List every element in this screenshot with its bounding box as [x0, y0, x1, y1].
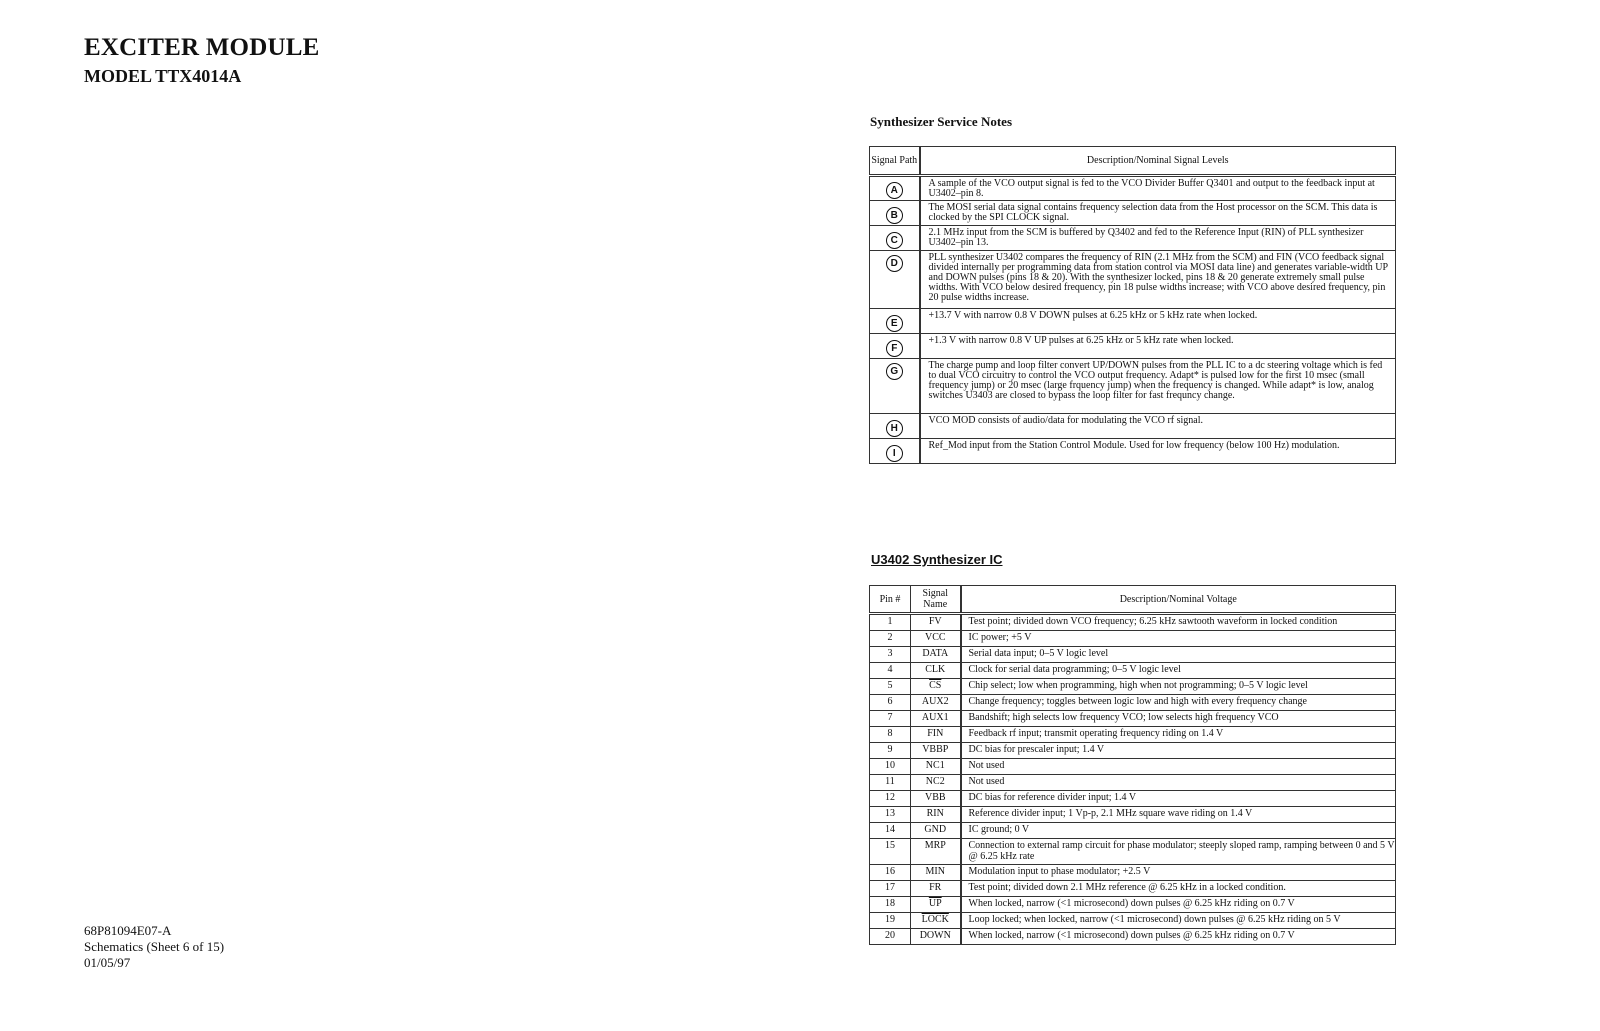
pin-description: DC bias for prescaler input; 1.4 V	[961, 743, 1396, 759]
table-row	[870, 743, 1396, 759]
signal-name: MRP	[911, 839, 961, 865]
signal-name: MIN	[911, 865, 961, 881]
table-row	[870, 334, 1396, 359]
table-row	[870, 439, 1396, 464]
table-row	[870, 727, 1396, 743]
pin-description: When locked, narrow (<1 microsecond) down pulses @ 6.25 kHz riding on 0.7 V	[961, 897, 1396, 913]
pin-description: Chip select; low when programming, high when not programming; 0–5 V logic level	[961, 679, 1396, 695]
pin-number: 1	[870, 614, 911, 631]
pin-description: Test point; divided down 2.1 MHz reference @ 6.25 kHz in a locked condition.	[961, 881, 1396, 897]
pin-description: IC power; +5 V	[961, 631, 1396, 647]
document-date: 01/05/97	[84, 955, 131, 970]
pin-number: 20	[870, 929, 911, 945]
pin-description: Clock for serial data programming; 0–5 V logic level	[961, 663, 1396, 679]
pin-description: When locked, narrow (<1 microsecond) down pulses @ 6.25 kHz riding on 0.7 V	[961, 929, 1396, 945]
column-header-signal-name: Signal Name	[911, 586, 961, 614]
table-row	[870, 226, 1396, 251]
signal-name: AUX2	[911, 695, 961, 711]
row-description: +1.3 V with narrow 0.8 V UP pulses at 6.25 kHz or 5 kHz rate when locked.	[920, 334, 1396, 359]
signal-name: VBBP	[911, 743, 961, 759]
signal-path-marker: G	[886, 363, 903, 380]
pin-description: Connection to external ramp circuit for phase modulator; steeply sloped ramp, ramping between 0 and 5 V @ 6.25 kHz rate	[961, 839, 1396, 865]
signal-path-marker: B	[886, 207, 903, 224]
signal-name: DATA	[911, 647, 961, 663]
signal-name: LOCK	[911, 913, 961, 929]
pin-rows	[870, 614, 1396, 945]
column-header-description: Description/Nominal Signal Levels	[920, 147, 1396, 176]
pin-description: Not used	[961, 759, 1396, 775]
signal-name: CLK	[911, 663, 961, 679]
table-header-row	[870, 586, 1396, 614]
table-row	[870, 251, 1396, 309]
row-description: PLL synthesizer U3402 compares the frequency of RIN (2.1 MHz from the SCM) and FIN (VCO feedback signal divided internally per programming data from station control via MOSI data line) and generates variable-width UP and DOWN pulses (pins 18 & 20). With the synthesizer locked, pins 18 & 20 generate extremely small pulse widths. With VCO below desired frequency, pin 18 pulse widths increase; with VCO above desired frequency, pin 20 pulse widths increase.	[920, 251, 1396, 309]
pin-description: Bandshift; high selects low frequency VCO; low selects high frequency VCO	[961, 711, 1396, 727]
column-header-pin: Pin #	[870, 586, 911, 614]
pin-number: 12	[870, 791, 911, 807]
signal-name: $\overline{CS}$	[911, 679, 961, 695]
signal-path-marker: D	[886, 255, 903, 272]
row-description: +13.7 V with narrow 0.8 V DOWN pulses at 6.25 kHz or 5 kHz rate when locked.	[920, 309, 1396, 334]
pin-description: IC ground; 0 V	[961, 823, 1396, 839]
synth-ic-pin-table	[869, 585, 1396, 945]
service-notes-title: Synthesizer Service Notes	[870, 114, 1013, 129]
table-row	[870, 679, 1396, 695]
signal-name: $\overline{UP}$	[911, 897, 961, 913]
table-row	[870, 695, 1396, 711]
sheet-label: Schematics (Sheet 6 of 15)	[84, 939, 225, 954]
signal-name: GND	[911, 823, 961, 839]
signal-path-marker: H	[886, 420, 903, 437]
signal-name: FV	[911, 614, 961, 631]
pin-number: 19	[870, 913, 911, 929]
pin-number: 11	[870, 775, 911, 791]
document-number: 68P81094E07-A	[84, 923, 172, 938]
signal-path-marker: A	[886, 182, 903, 199]
column-header-description: Description/Nominal Voltage	[961, 586, 1396, 614]
pin-description: Reference divider input; 1 Vp-p, 2.1 MHz square wave riding on 1.4 V	[961, 807, 1396, 823]
pin-description: Loop locked; when locked, narrow (<1 microsecond) down pulses @ 6.25 kHz riding on 5 V	[961, 913, 1396, 929]
model-number: MODEL TTX4014A	[84, 66, 242, 86]
pin-number: 10	[870, 759, 911, 775]
row-description: The charge pump and loop filter convert UP/DOWN pulses from the PLL IC to a dc steering voltage which is fed to dual VCO circuitry to control the VCO output frequency. Adapt* is pulsed low for the first 10 msec (small frequency jump) or 20 msec (large frquency jump) when the frequency is changed. While adapt* is low, analog switches U3403 are closed to bypass the loop filter for fast frequncy change.	[920, 359, 1396, 414]
table-row	[870, 775, 1396, 791]
table-row	[870, 176, 1396, 201]
table-row	[870, 711, 1396, 727]
row-description: Ref_Mod input from the Station Control Module. Used for low frequency (below 100 Hz) modulation.	[920, 439, 1396, 464]
pin-number: 8	[870, 727, 911, 743]
signal-name: VCC	[911, 631, 961, 647]
table-row	[870, 807, 1396, 823]
signal-name: NC2	[911, 775, 961, 791]
pin-description: Not used	[961, 775, 1396, 791]
pin-number: 14	[870, 823, 911, 839]
pin-description: Test point; divided down VCO frequency; 6.25 kHz sawtooth waveform in locked condition	[961, 614, 1396, 631]
pin-description: Serial data input; 0–5 V logic level	[961, 647, 1396, 663]
pin-number: 7	[870, 711, 911, 727]
column-header-signal-path: Signal Path	[870, 147, 920, 176]
table-row	[870, 647, 1396, 663]
table-row	[870, 881, 1396, 897]
pin-description: Modulation input to phase modulator; +2.5 V	[961, 865, 1396, 881]
pin-number: 15	[870, 839, 911, 865]
synth-ic-title: U3402 Synthesizer IC	[871, 552, 1003, 567]
pin-number: 18	[870, 897, 911, 913]
document-footer	[84, 923, 224, 971]
pin-number: 16	[870, 865, 911, 881]
signal-name: RIN	[911, 807, 961, 823]
pin-number: 5	[870, 679, 911, 695]
table-row	[870, 759, 1396, 775]
table-header-row	[870, 147, 1396, 176]
row-description: The MOSI serial data signal contains frequency selection data from the Host processor on the SCM. This data is clocked by the SPI CLOCK signal.	[920, 201, 1396, 226]
signal-path-marker: I	[886, 445, 903, 462]
signal-path-marker: E	[886, 315, 903, 332]
pin-description: Feedback rf input; transmit operating frequency riding on 1.4 V	[961, 727, 1396, 743]
signal-name: FIN	[911, 727, 961, 743]
pin-number: 17	[870, 881, 911, 897]
table-row	[870, 839, 1396, 865]
pin-number: 13	[870, 807, 911, 823]
table-row	[870, 897, 1396, 913]
pin-number: 3	[870, 647, 911, 663]
table-row	[870, 201, 1396, 226]
table-row	[870, 823, 1396, 839]
signal-name: VBB	[911, 791, 961, 807]
signal-name: NC1	[911, 759, 961, 775]
signal-name: AUX1	[911, 711, 961, 727]
signal-name: FR	[911, 881, 961, 897]
table-row	[870, 865, 1396, 881]
document-title: EXCITER MODULE	[84, 34, 320, 61]
pin-description: DC bias for reference divider input; 1.4 V	[961, 791, 1396, 807]
table-row	[870, 663, 1396, 679]
table-row	[870, 631, 1396, 647]
table-row	[870, 791, 1396, 807]
row-description: 2.1 MHz input from the SCM is buffered by Q3402 and fed to the Reference Input (RIN) of PLL synthesizer U3402–pin 13.	[920, 226, 1396, 251]
table-row	[870, 309, 1396, 334]
service-notes-table	[869, 146, 1396, 464]
pin-number: 9	[870, 743, 911, 759]
row-description: VCO MOD consists of audio/data for modulating the VCO rf signal.	[920, 414, 1396, 439]
pin-number: 6	[870, 695, 911, 711]
signal-path-marker: F	[886, 340, 903, 357]
signal-path-marker: C	[886, 232, 903, 249]
table-row	[870, 913, 1396, 929]
table-row	[870, 614, 1396, 631]
signal-name: DOWN	[911, 929, 961, 945]
pin-description: Change frequency; toggles between logic low and high with every frequency change	[961, 695, 1396, 711]
row-description: A sample of the VCO output signal is fed to the VCO Divider Buffer Q3401 and output to the feedback input at U3402–pin 8.	[920, 176, 1396, 201]
pin-number: 4	[870, 663, 911, 679]
table-row	[870, 414, 1396, 439]
table-row	[870, 929, 1396, 945]
pin-number: 2	[870, 631, 911, 647]
table-row	[870, 359, 1396, 414]
